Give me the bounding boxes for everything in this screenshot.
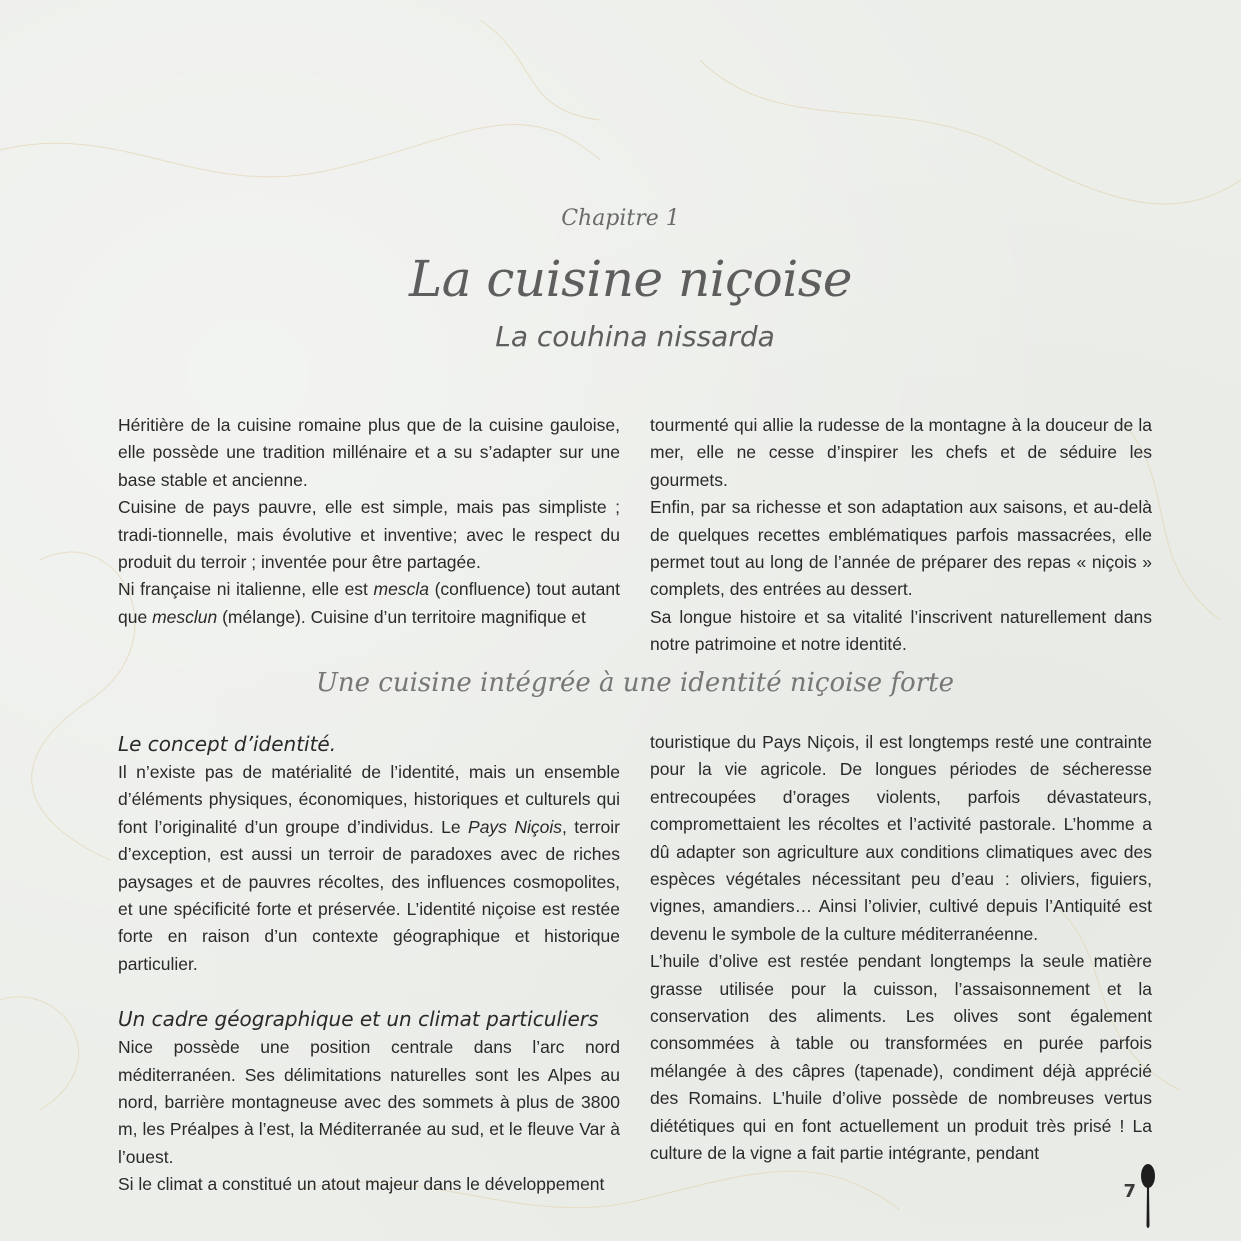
paragraph: Ni française ni italienne, elle est mescla (confluence) tout autant que mesclun (mélange). Cuisine d’un territoire magnifique et	[118, 579, 621, 627]
section-left-column	[118, 729, 620, 1199]
paragraph: L’huile d’olive est restée pendant longtemps la seule matière grasse utilisée pour la cuisson, l’assaisonnement et la conservation des aliments. Les olives sont également consommées à table ou transformées en purée parfois mélangée à des câpres (tapenade), condiment déjà apprécié des Romains. L’huile d’olive possède de nombreuses vertus diététiques qui en font actuellement un produit très prisé ! La culture de la vigne a fait partie intégrante, pendant	[650, 951, 1152, 1164]
paragraph: touristique du Pays Niçois, il est longtemps resté une contrainte pour la vie agricole. De longues périodes de sécheresse entrecoupées d’orages violents, parfois dévastateurs, compromettaient les récoltes et l’activité pastorale. L’homme a dû adapter son agriculture aux conditions climatiques avec des espèces végétales nécessitant peu d’eau : oliviers, figuiers, vignes, amandiers… Ainsi l’olivier, cultivé depuis l’Antiquité est devenu le symbole de la culture méditerranéenne.	[650, 732, 1152, 944]
section-heading: Une cuisine intégrée à une identité niçoise forte	[316, 668, 954, 698]
page-number: 7	[1123, 1181, 1136, 1202]
intro-right-column	[650, 412, 1152, 659]
spacer	[118, 978, 620, 1004]
chapter-title: La cuisine niçoise	[409, 250, 852, 308]
paragraph: Sa longue histoire et sa vitalité l’inscrivent naturellement dans notre patrimoine et notre identité.	[650, 606, 1152, 655]
paragraph: Si le climat a constitué un atout majeur dans le développement	[118, 1174, 605, 1195]
paragraph: Enfin, par sa richesse et son adaptation aux saisons, et au-delà de quelques recettes emblématiques parfois massacrées, elle permet tout au long de l’année de préparer des repas « niçois » complets, des entrées au dessert.	[650, 497, 1152, 600]
spoon-icon	[1138, 1163, 1158, 1231]
paragraph: tourmenté qui allie la rudesse de la montagne à la douceur de la mer, elle ne cesse d’inspirer les chefs et de séduire les gourmets.	[650, 415, 1152, 490]
chapter-subtitle: La couhina nissarda	[495, 320, 775, 353]
chapter-label: Chapitre 1	[561, 206, 680, 231]
paragraph: Cuisine de pays pauvre, elle est simple, mais pas simpliste ; tradi-tionnelle, mais évolutive et inventive; avec le respect du produit du terroir ; inventée pour être partagée.	[118, 497, 620, 573]
paragraph: Nice possède une position centrale dans l’arc nord méditerranéen. Ses délimitations naturelles sont les Alpes au nord, barrière montagneuse avec des sommets à plus de 3800 m, les Préalpes à l’est, la Méditerranée au sud, et le fleuve Var à l’ouest.	[118, 1037, 620, 1167]
subheading-identity: Le concept d’identité.	[118, 732, 337, 756]
intro-left-column	[118, 412, 620, 631]
subheading-geography: Un cadre géographique et un climat particuliers	[118, 1007, 599, 1032]
section-right-column	[650, 729, 1152, 1168]
paragraph: Il n’existe pas de matérialité de l’identité, mais un ensemble d’éléments physiques, économiques, historiques et culturels qui font l’originalité d’un groupe d’individus. Le Pays Niçois, terroir d’exception, est aussi un terroir de paradoxes avec de riches paysages et de pauvres récoltes, des influences cosmopolites, et une spécificité forte et préservée. L’identité niçoise est restée forte en raison d’un contexte géographique et historique particulier.	[118, 762, 620, 974]
paragraph: Héritière de la cuisine romaine plus que de la cuisine gauloise, elle possède une tradition millénaire et a su s’adapter sur une base stable et ancienne.	[118, 415, 620, 490]
